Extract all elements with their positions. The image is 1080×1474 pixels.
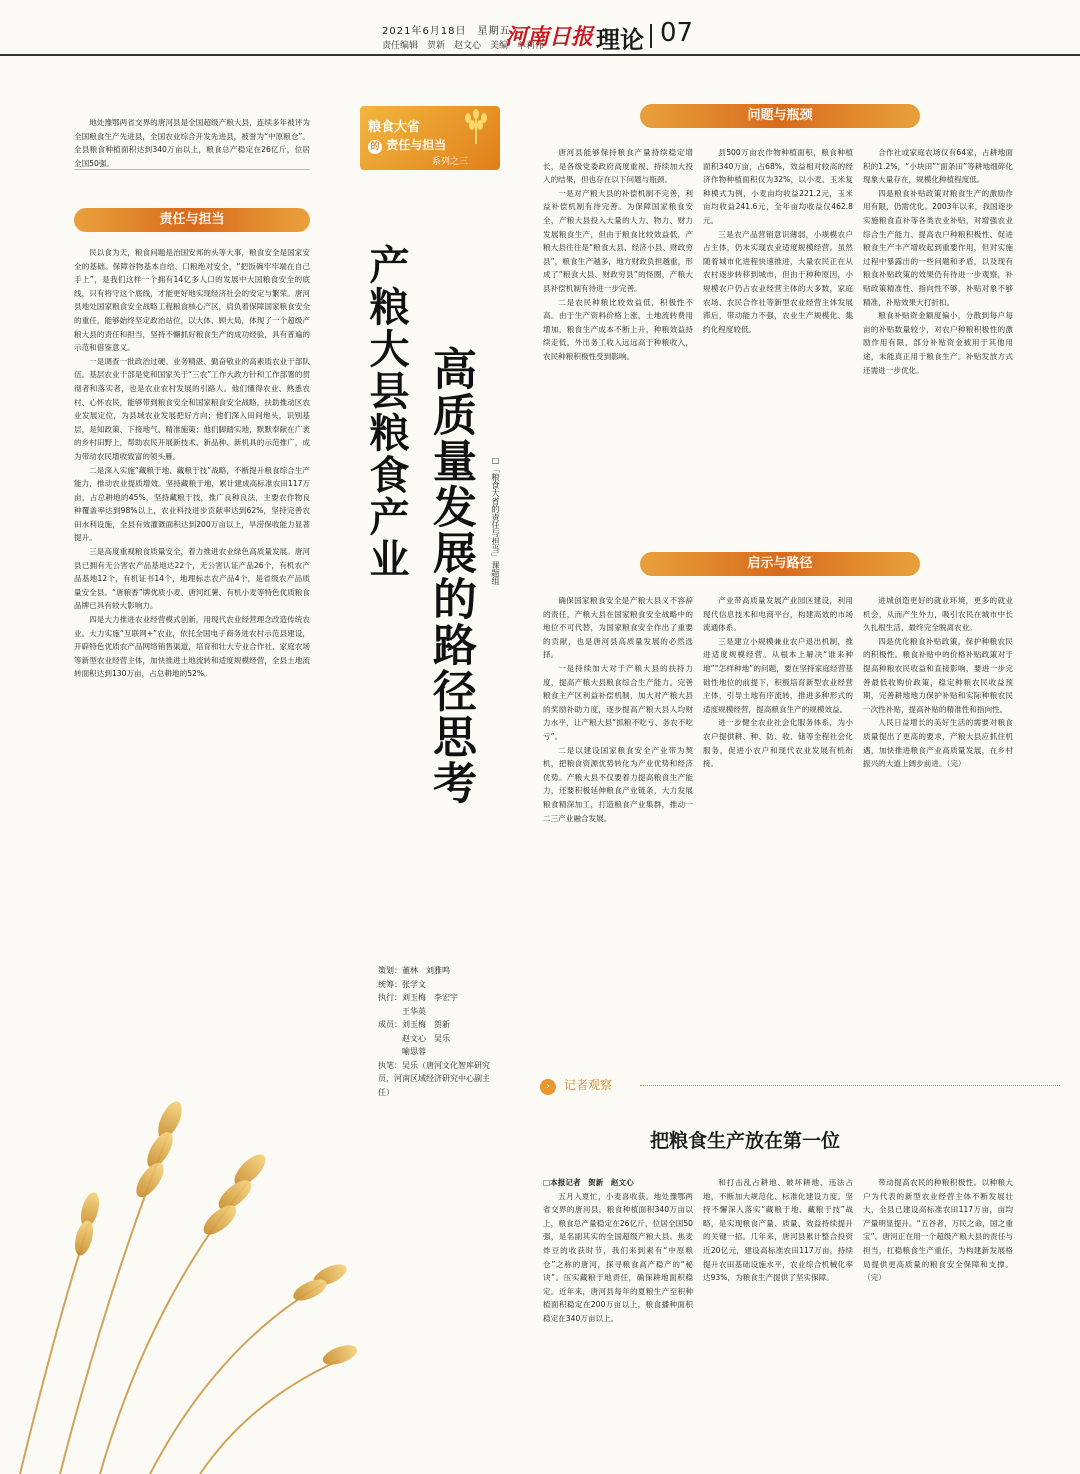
column-6	[703, 594, 853, 1024]
reporter-column-3	[863, 1176, 1013, 1406]
reporter-para-2: 和打击乱占耕地、破坏耕地、违法占地，不断加大规范化、标准化建设力度。坚持不懈深入落实“藏粮于地、藏粮于技”战略，是实现粮食产量、质量、效益持续提升的关键一招。几年来，唐河县累计整合投资近20亿元，建设高标准农田117万亩，持续提升农田基础设施水平，农业综合机械化率达93%，为粮食生产提供了坚实保障。	[703, 1178, 853, 1283]
col2-para-1: 唐河县能够保持粮食产量持续稳定增长，是各级党委政府高度重视、持续加大投入的结果，但也存在以下问题与瓶颈。	[543, 148, 693, 185]
intro-text: 地处豫鄂两省交界的唐河县是全国超级产粮大县，连续多年被评为全国粮食生产先进县，全国农业综合开发先进县，被誉为“中原粮仓”。全县粮食种植面积达到340万亩以上，粮食总产稳定在26亿斤，位居全国50强。	[74, 118, 310, 168]
col1-para-1: 民以食为天，粮食问题是治国安邦的头等大事，粮食安全是国家安全的基础。保障谷物基本自给、口粮绝对安全，“把饭碗牢牢端在自己手上”，是我们这样一个拥有14亿多人口的发展中大国粮食安全的底线，只有将守这个底线，才能更好地实现经济社会的安定与繁荣。唐河县地处国家粮食安全战略工程粮食核心产区，肩负着保障国家粮食安全的重任，能够始终坚定政治站位，以大体、顾大局，体现了一个超级产粮大县的责任和担当，坚持不懈抓好粮食生产的成功经验，具有普遍的示范和借鉴意义。	[74, 248, 310, 353]
chevron-right-icon: ›	[540, 1079, 556, 1095]
credit-line: 喻思蓉	[378, 1047, 426, 1056]
credit-line: 成员：刘玉梅 贺新	[378, 1020, 450, 1029]
reporter-tag-label: 记者观察	[564, 1078, 613, 1092]
col1-para-5: 四是大力推进农业经营模式创新，用现代农业经营理念改造传统农业。大力实施“互联网+”农业，依托全国电子商务进农村示范县建设，开辟特色优质农产品网络销售渠道，培育和壮大专业合作社、家庭农场等新型农业经营主体，加快推进土地流转和适度规模经营，全县土地流转面积达到130万亩，占总耕地的52%。	[74, 615, 310, 679]
col4-para-1: 合作社或家庭农场仅有64家，占耕地面积的1.2%，“小块田”“面条田”等耕地细碎化现象大量存在，规模化种植程度低。	[863, 148, 1013, 185]
byline: □本报记者 贺新 赵文心	[543, 1178, 634, 1187]
newspaper-logo: 河南日报	[505, 24, 594, 50]
col6-para-1: 产业带高质量发展产业园区建设，利用现代信息技术和电商平台，构建高效的市场流通体系。	[703, 596, 853, 633]
series-badge	[360, 106, 500, 170]
col2-para-3: 二是农民种粮比较效益低，积极性不高。由于生产资料价格上涨，土地流转费用增加，粮食生产成本不断上升，种粮效益持续走低，外出务工收入远远高于种粮收入，农民种粮积极性受到影响。	[543, 297, 693, 361]
credit-line: 王华英	[378, 1006, 426, 1016]
masthead-divider	[650, 24, 652, 48]
credit-line: 执行：刘玉梅 李宏宇	[378, 993, 458, 1002]
section-banner-3: 启示与路径	[640, 552, 920, 576]
col3-para-2: 三是农产品营销意识薄弱，小规模农户占主体，仍未实现农业适度规模经营。虽然随着城市化进程快速推进，大量农民正在从农村逐步转移到城市，但由于种种原因，小规模农户仍占农业经营主体的大多数，家庭农场、农民合作社等新型农业经营主体发展滞后，带动能力不强，农业生产规模化、集约化程度较低。	[703, 229, 853, 334]
credit-line: 赵文心 吴乐	[378, 1033, 450, 1043]
column-1	[74, 246, 310, 1026]
credit-line: 执笔：吴乐（唐河文化智库研究员，河南区域经济研究中心副主任）	[378, 1060, 490, 1097]
reporter-column-1	[543, 1176, 693, 1406]
series-line2b: 责任与担当	[386, 138, 447, 152]
headline-main: 高质量发展的路径思考	[425, 346, 476, 806]
page-number: 07	[660, 18, 694, 48]
section-name: 理论	[596, 26, 644, 54]
col1-para-4: 三是高度重视粮食质量安全，着力推进农业绿色高质量发展。唐河县已拥有无公害农产品基地达22个，无公害认证产品26个，有机农产品基地12个，有机证书14个，地理标志农产品4个，是省级农产品质量安全县。“唐粮香”牌优质小麦、唐河红薯、有机小麦等特色优质粮食品牌已具有较大影响力。	[74, 547, 310, 611]
col6-para-3: 进一步健全农业社会化服务体系，为小农户提供耕、种、防、收、储等全程社会化服务，促进小农户和现代农业发展有机衔接。	[703, 718, 853, 769]
col1-para-3: 二是深入实施“藏粮于地、藏粮于技”战略，不断提升粮食综合生产能力，推动农业提质增效。坚持藏粮于地，累计建成高标准农田117万亩，占总耕地的45%，坚持藏粮于技，推广良种良法，主要农作物良种覆盖率达到98%以上，农业科技进步贡献率达到62%，坚持完善农田水利设施，全县有效灌溉面积达到200万亩以上，旱涝保收能力显著提升。	[74, 465, 310, 543]
intro-box	[74, 116, 310, 170]
masthead	[0, 0, 1080, 56]
series-line2a: 的	[368, 140, 382, 154]
editor-credits: 责任编辑 贺新 赵文心 美编 单莉伟	[382, 41, 545, 51]
col4-para-3: 粮食补贴资金额度偏小，分散到每户每亩的补贴数量较少，对农户种粮积极性的激励作用有限，部分补贴资金被用于其他用途，未能真正用于粮食生产。补贴发放方式还需进一步优化。	[863, 311, 1013, 375]
credit-line: 统筹：张学文	[378, 979, 426, 989]
column-4	[863, 146, 1013, 506]
col2-para-2: 一是对产粮大县的补偿机制不完善，利益补偿机制有待完善。为保障国家粮食安全，产粮大县投入大量的人力、物力、财力发展粮食生产，但由于粮食比较效益低，产粮大县往往是“粮食大县、经济小县、财政穷县”，粮食生产越多，地方财政负担越重，形成了“粮食大县、财政穷县”的怪圈，产粮大县补偿机制有待进一步完善。	[543, 188, 693, 293]
research-group: □「粮食大省的责任与担当」课题组	[491, 456, 500, 585]
column-2	[543, 146, 693, 506]
headline-sub: 产粮大县粮食产业	[363, 244, 410, 580]
col5-para-2: 一是持续加大对于产粮大县的扶持力度，提高产粮大县粮食综合生产能力。完善粮食主产区利益补偿机制，加大对产粮大县的奖励补助力度，逐步提高产粮大县人均财力水平，让产粮大县“抓粮不吃亏、务农不吃亏”。	[543, 663, 693, 741]
column-5	[543, 594, 693, 1024]
reporter-column-2	[703, 1176, 853, 1406]
article-title: 把粮食生产放在第一位	[650, 1130, 841, 1152]
col7-para-1: 进城创造更好的就业环境，更多的就业机会，从而产生外力，吸引农民在城市中长久扎根生活，最终完全脱离农业。	[863, 596, 1013, 633]
reporter-divider	[640, 1085, 1060, 1086]
credits-block	[378, 964, 490, 1099]
col1-para-2: 一是调查一批政治过硬、业务精湛、勤奋敬业的高素质农业干部队伍。基层农业干部是党和国家关于“三农”工作大政方针和工作部署的贯彻者和落实者，也是农业农村发展的引路人。他们懂得农业、熟悉农村、心怀农民，能够带到粮食安全和国家粮食安全战略，扶助推动区农业发展定位，为县域农业发展把好方向；他们深入田间地头，识别基层，是知政策、下接地气、精准施策；他们脚踏实地，默默奉献在广袤的乡村田野上，帮助农民开展新技术、新品种、新机具的示范推广，成为带动农民增收致富的领头雁。	[74, 356, 310, 461]
credit-line: 策划：董林 刘雅鸣	[378, 966, 450, 975]
column-7	[863, 594, 1013, 1024]
reporter-para-1: 五月入夏忙，小麦喜收获。地处豫鄂两省交界的唐河县，粮食种植面积340万亩以上，粮食总产量稳定在26亿斤，位居全国50强，是名副其实的全国超级产粮大县。焦麦炸豆的收获时节，我们来到素有“中原粮仓”之称的唐河，探寻粮食高产稳产的“秘诀”。压实藏粮于地责任，确保耕地面积稳定。近年来，唐河县每年的夏粮生产至积种植面积稳定在200万亩以上，粮食播种面积稳定在340万亩以上。	[543, 1191, 693, 1323]
col5-para-1: 确保国家粮食安全是产粮大县义不容辞的责任，产粮大县在国家粮食安全战略中的地位不可代替，为国家粮食安全作出了重要的贡献，也是唐河县高质量发展的必然选择。	[543, 596, 693, 660]
col3-para-1: 县500万亩农作物种植面积，粮食种植面积340万亩，占68%，效益相对较高的经济作物种植面积仅为32%，以小麦、玉米复种模式为例，小麦亩均收益221.2元，玉米亩均收益241.6元，全年亩均收益仅462.8元。	[703, 148, 853, 225]
col5-para-3: 二是以建设国家粮食安全产业带为契机，把粮食资源优势转化为产业优势和经济优势。产粮大县不仅要着力提高粮食生产能力，还要积极延伸粮食产业链条，大力发展粮食精深加工，打造粮食产业集群，推动一二三产业融合发展。	[543, 745, 693, 823]
wheat-icon	[456, 108, 496, 144]
section-banner-2: 问题与瓶颈	[640, 104, 920, 128]
section-banner-1: 责任与担当	[74, 208, 310, 232]
reporter-tag	[540, 1076, 612, 1095]
col7-para-3: 人民日益增长的美好生活的需要对粮食质量提出了更高的要求，产粮大县应抓住机遇，加快推进粮食产业高质量发展，在乡村振兴的大道上阔步前进。（完）	[863, 718, 1013, 769]
reporter-para-3: 带动提高农民的种粮积极性。以种粮大户为代表的新型农业经营主体不断发展壮大，全县已建设高标准农田117万亩，亩均产量明显提升。“五谷者，万民之命，国之重宝”。唐河正在用一个超级产粮大县的责任与担当，扛稳粮食生产重任，为构建新发展格局提供更高质量的粮食安全保障和支撑。（完）	[863, 1178, 1013, 1283]
column-3	[703, 146, 853, 506]
wheat-illustration	[0, 980, 380, 1474]
series-line3: 系列之三	[432, 157, 469, 167]
col6-para-2: 三是建立小规模兼业农户退出机制，推进适度规模经营。从根本上解决“谁来种地”“怎样种地”的问题，要在坚持家庭经营基础性地位的前提下，积极培育新型农业经营主体，引导土地有序流转，推进多种形式的适度规模经营，提高粮食生产的规模效益。	[703, 636, 853, 714]
col4-para-2: 四是粮食补贴政策对粮食生产的激励作用有限，仍需优化。2003年以来，我国逐步实施粮食直补等各类农业补贴，对增强农业综合生产能力、提高农户种粮积极性、促进粮食生产丰产增收起到重要作用，但对实施过程中暴露出的一些问题和矛盾，以及现有粮食补贴政策的效果仍有待进一步观察，补贴政策精准性、指向性不够，补贴对象不够精准，补贴效果大打折扣。	[863, 188, 1013, 307]
col7-para-2: 四是优化粮食补贴政策，保护种粮农民的积极性。粮食补贴中的价格补贴政策对于提高种粮农民收益和直接影响，要进一步完善最低收购价政策，稳定种粮农民收益预期，完善耕地地力保护补贴和实际种粮农民一次性补贴，提高补贴的精准性和指向性。	[863, 636, 1013, 714]
series-line1: 粮食大省	[368, 120, 421, 135]
issue-date: 2021年6月18日 星期五	[382, 26, 511, 37]
